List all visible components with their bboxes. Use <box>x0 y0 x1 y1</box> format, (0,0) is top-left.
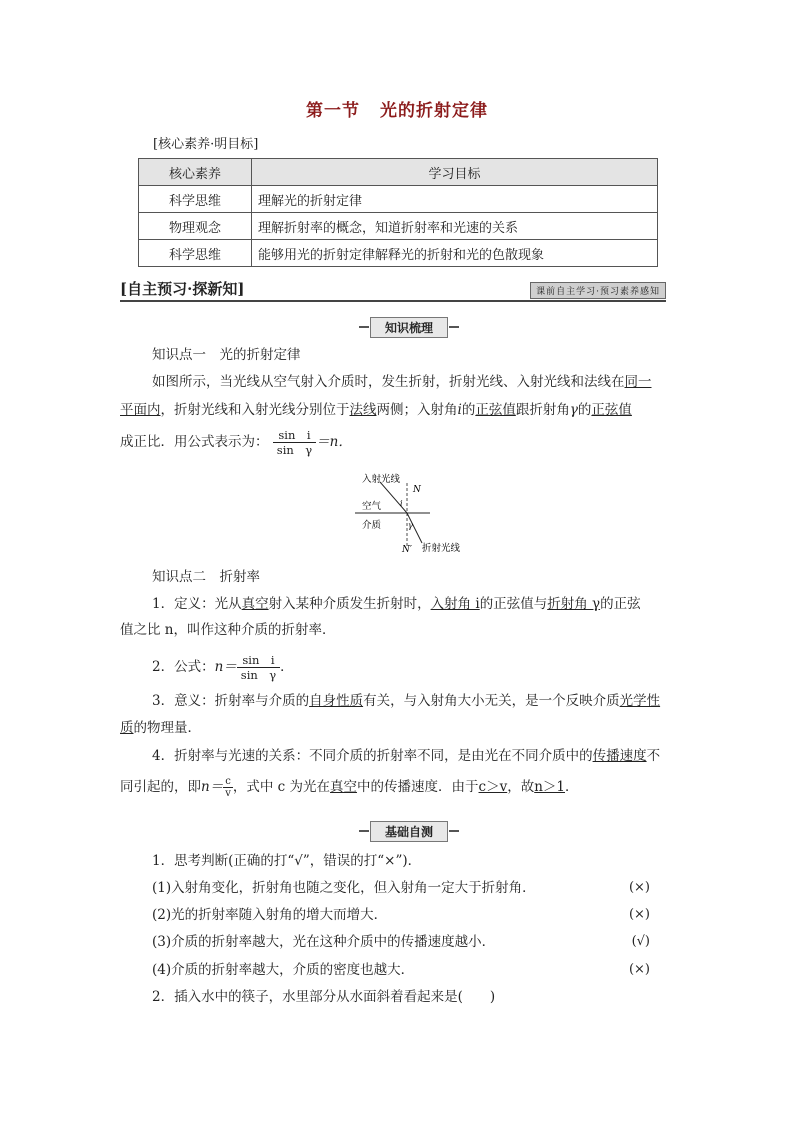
k2-meaning-line2 <box>120 718 201 738</box>
k2-blank: 自身性质 <box>309 693 364 709</box>
k2-text: 中的传播速度．由于 <box>357 779 479 795</box>
goals-header-objective: 学习目标 <box>252 159 658 186</box>
medium-label: 介质 <box>362 520 382 531</box>
answer-mark: (√) <box>631 934 650 949</box>
k2-text: ，故 <box>507 779 535 795</box>
k1-formula-line <box>120 428 352 457</box>
k2-blank: 真空 <box>330 779 358 795</box>
answer-mark: (×) <box>628 880 650 895</box>
fraction-numerator: sin i <box>273 428 316 443</box>
fraction-denominator: sin γ <box>240 668 277 682</box>
k1-text: 成正比．用公式表示为： <box>120 434 269 450</box>
k1-blank: 正弦值 <box>591 402 632 418</box>
title-text: 光的折射定律 <box>380 101 488 121</box>
fraction-numerator: c <box>223 776 233 788</box>
formula-n: n＝ <box>201 779 224 795</box>
question-1: 1．思考判断(正确的打“√”，错误的打“×”)． <box>152 853 422 869</box>
k1-heading: 知识点一 光的折射定律 <box>152 347 301 363</box>
knowledge-summary-label: 知识梳理 <box>370 317 448 338</box>
k2-meaning <box>152 691 660 711</box>
k2-blank: c＞v <box>478 779 508 795</box>
k1-text: 如图所示，当光线从空气射入介质时，发生折射，折射光线、入射光线和法线在 <box>152 374 625 390</box>
list-item: (2)光的折射率随入射角的增大而增大． <box>152 907 388 923</box>
k2-blank: 真空 <box>241 596 269 612</box>
k2-text: 不 <box>646 748 661 764</box>
table-cell: 理解光的折射定律 <box>252 186 658 213</box>
k2-text: 的物理量． <box>133 720 201 736</box>
list-item: (3)介质的折射率越大，光在这种介质中的传播速度越小． <box>152 934 496 950</box>
k2-relation <box>152 746 660 766</box>
refracted-ray-label: 折射光线 <box>422 543 461 554</box>
section-title: [自主预习·探新知] <box>120 280 245 298</box>
k2-blank: 光学性 <box>619 693 661 709</box>
k1-blank: 同一 <box>624 374 652 390</box>
normal-nprime-label: N′ <box>402 545 412 555</box>
k1-blank: 法线 <box>349 402 377 418</box>
answer-mark: (×) <box>628 962 650 977</box>
formula-n: n＝ <box>214 659 237 675</box>
k1-text: 的 <box>461 402 476 418</box>
table-row <box>139 213 658 240</box>
equation-tail: ＝n． <box>316 434 352 450</box>
k2-text: ，式中 c 为光在 <box>232 779 331 795</box>
k1-paragraph <box>152 372 674 392</box>
core-literacy-heading: [核心素养·明目标] <box>153 137 259 152</box>
k2-text: 的正弦 <box>600 596 641 612</box>
incident-ray <box>380 482 407 513</box>
k1-text: 两侧；入射角 <box>376 402 458 418</box>
k2-text: ． <box>565 779 579 795</box>
speed-fraction <box>223 776 233 799</box>
fraction-numerator: sin i <box>237 653 280 668</box>
table-cell: 理解折射率的概念，知道折射率和光速的关系 <box>252 213 658 240</box>
k1-text: ，折射光线和入射光线分别位于 <box>160 402 350 418</box>
k2-relation-line2 <box>120 776 579 799</box>
basic-self-test-label: 基础自测 <box>370 821 448 842</box>
index-fraction <box>237 653 280 682</box>
k2-text: 3．意义：折射率与介质的 <box>152 693 310 709</box>
k2-text: 有关，与入射角大小无关，是一个反映介质 <box>363 693 620 709</box>
k2-blank: 传播速度 <box>592 748 647 764</box>
k1-text: 跟折射角 <box>515 402 570 418</box>
k2-text: 1．定义：光从 <box>152 596 242 612</box>
k2-heading: 知识点二 折射率 <box>152 569 260 585</box>
table-row <box>139 186 658 213</box>
k2-text: 射入某种介质发生折射时， <box>268 596 431 612</box>
table-cell: 科学思维 <box>139 240 252 267</box>
k1-symbol: i <box>457 402 462 418</box>
refraction-diagram <box>350 468 490 558</box>
table-cell: 科学思维 <box>139 186 252 213</box>
title-section-number: 第一节 <box>306 101 360 121</box>
goals-header-literacy: 核心素养 <box>139 159 252 186</box>
table-row <box>139 240 658 267</box>
fraction-denominator: sin γ <box>276 443 313 457</box>
list-item: (4)介质的折射率越大，介质的密度也越大． <box>152 962 415 978</box>
k2-text: 2．公式： <box>152 659 215 675</box>
air-label: 空气 <box>362 501 382 512</box>
normal-n-label: N <box>413 485 421 495</box>
goals-table-header-row <box>139 159 658 186</box>
k2-blank: 折射角 γ <box>547 596 601 612</box>
goals-table <box>138 158 658 267</box>
k2-blank: 入射角 i <box>430 596 480 612</box>
k1-paragraph-line2 <box>120 400 680 420</box>
k2-blank: n＞1 <box>534 779 565 795</box>
section-bar <box>120 278 666 302</box>
k2-definition-line2: 值之比 n，叫作这种介质的折射率． <box>120 622 336 638</box>
k1-blank: 平面内 <box>120 402 161 418</box>
section-tag: 课前自主学习·预习素养感知 <box>530 282 666 299</box>
table-cell: 物理观念 <box>139 213 252 240</box>
fraction-denominator: v <box>225 788 231 799</box>
question-2: 2．插入水中的筷子，水里部分从水面斜着看起来是( ) <box>152 989 496 1005</box>
table-cell: 能够用光的折射定律解释光的折射和光的色散现象 <box>252 240 658 267</box>
page-title <box>0 96 794 121</box>
k2-formula <box>152 653 294 682</box>
k2-blank: 质 <box>120 720 134 736</box>
k1-text: 的 <box>577 402 592 418</box>
list-item: (1)入射角变化，折射角也随之变化，但入射角一定大于折射角． <box>152 880 536 896</box>
angle-i-label: i <box>400 499 403 508</box>
k2-text: 同引起的，即 <box>120 779 201 795</box>
k2-text: ． <box>280 659 294 675</box>
answer-mark: (×) <box>628 907 650 922</box>
k2-text: 4．折射率与光速的关系：不同介质的折射率不同，是由光在不同介质中的 <box>152 748 593 764</box>
snell-fraction <box>273 428 316 457</box>
k1-blank: 正弦值 <box>475 402 516 418</box>
k2-definition <box>152 594 680 614</box>
k2-text: 的正弦值与 <box>479 596 548 612</box>
angle-gamma-label: γ <box>408 521 413 530</box>
k1-symbol: γ <box>569 402 578 418</box>
incident-ray-label: 入射光线 <box>362 474 401 485</box>
